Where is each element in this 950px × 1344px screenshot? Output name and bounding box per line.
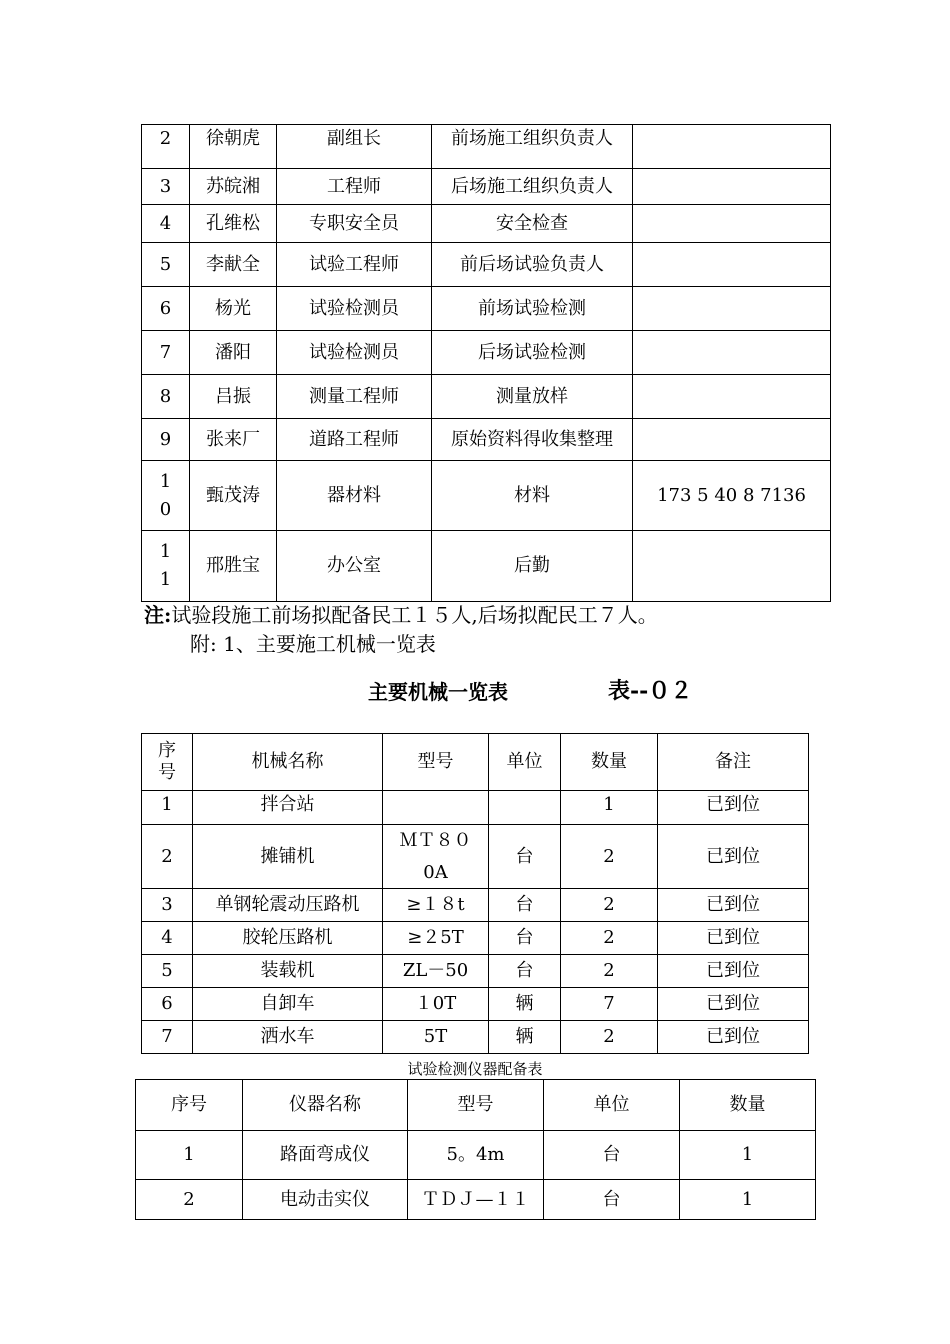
staff-table: [141, 124, 831, 602]
staff-title: 测量工程师: [277, 375, 432, 419]
machine-qty: 2: [561, 825, 658, 889]
table-row: [142, 461, 831, 531]
table-row: [142, 205, 831, 243]
staff-name: 潘阳: [190, 331, 277, 375]
machine-name: 单钢轮震动压路机: [193, 889, 383, 922]
machine-unit: 台: [489, 889, 561, 922]
staff-duty: 后勤: [432, 531, 633, 602]
staff-no: 8: [142, 375, 190, 419]
machine-unit: 台: [489, 922, 561, 955]
machine-table-code: 表--０２: [608, 678, 693, 704]
staff-phone: 173 5 40 8 7136: [633, 461, 831, 531]
machine-name: 拌合站: [193, 791, 383, 825]
instrument-unit: 台: [544, 1180, 680, 1220]
staff-phone: [633, 375, 831, 419]
header-qty: 数量: [680, 1080, 816, 1131]
machine-name: 摊铺机: [193, 825, 383, 889]
staff-phone: [633, 287, 831, 331]
header-no-line2: 号: [158, 762, 176, 783]
machine-remark: 已到位: [658, 955, 809, 988]
staff-duty: 原始资料得收集整理: [432, 419, 633, 461]
staff-no-line2: 0: [159, 498, 172, 520]
machine-qty: 2: [561, 889, 658, 922]
table-row: [142, 243, 831, 287]
header-qty: 数量: [561, 734, 658, 791]
table-row: [142, 922, 809, 955]
machine-unit: 辆: [489, 1021, 561, 1054]
machine-no: 4: [142, 922, 193, 955]
staff-name: 苏皖湘: [190, 169, 277, 205]
staff-duty: 前场施工组织负责人: [432, 125, 633, 169]
staff-title: 副组长: [277, 125, 432, 169]
machine-model: ZL－50: [383, 955, 489, 988]
machine-model-line1: ＭＴ８０: [399, 829, 472, 851]
table-row: [142, 1021, 809, 1054]
machine-remark: 已到位: [658, 825, 809, 889]
machine-no: 6: [142, 988, 193, 1021]
staff-no: 5: [142, 243, 190, 287]
header-no-line1: 序: [158, 740, 176, 762]
machine-unit: 台: [489, 955, 561, 988]
table-row: [136, 1131, 816, 1180]
machine-model: １0T: [383, 988, 489, 1021]
staff-phone: [633, 331, 831, 375]
staff-phone: [633, 531, 831, 602]
header-model: 型号: [383, 734, 489, 791]
machine-remark: 已到位: [658, 1021, 809, 1054]
staff-name: 李献全: [190, 243, 277, 287]
staff-no-line1: 1: [159, 470, 172, 492]
instrument-no: 1: [136, 1131, 243, 1180]
machine-table: [141, 733, 809, 1054]
staff-title: 试验检测员: [277, 287, 432, 331]
staff-title: 办公室: [277, 531, 432, 602]
header-name: 仪器名称: [243, 1080, 408, 1131]
machine-model: [383, 791, 489, 825]
table-row: [142, 825, 809, 889]
staff-no: 9: [142, 419, 190, 461]
table-row: [142, 889, 809, 922]
machine-unit: 辆: [489, 988, 561, 1021]
header-name: 机械名称: [193, 734, 383, 791]
machine-model: ≥１８t: [383, 889, 489, 922]
instrument-no: 2: [136, 1180, 243, 1220]
staff-phone: [633, 243, 831, 287]
staff-phone: [633, 169, 831, 205]
machine-remark: 已到位: [658, 922, 809, 955]
staff-no: [142, 531, 190, 602]
header-remark: 备注: [658, 734, 809, 791]
staff-name: 吕振: [190, 375, 277, 419]
staff-no: 6: [142, 287, 190, 331]
machine-table-title: 主要机械一览表: [368, 680, 508, 704]
table-row: [142, 955, 809, 988]
machine-qty: 7: [561, 988, 658, 1021]
staff-name: 张来厂: [190, 419, 277, 461]
machine-model: ≥２5T: [383, 922, 489, 955]
staff-no: 3: [142, 169, 190, 205]
machine-no: 3: [142, 889, 193, 922]
attachment-line: 附: 1、主要施工机械一览表: [190, 632, 436, 656]
machine-qty: 2: [561, 1021, 658, 1054]
machine-unit: 台: [489, 825, 561, 889]
instrument-qty: 1: [680, 1131, 816, 1180]
table-row: [136, 1180, 816, 1220]
staff-title: 道路工程师: [277, 419, 432, 461]
staff-name: 甄茂涛: [190, 461, 277, 531]
table-row: [142, 125, 831, 169]
instrument-table-caption: 试验检测仪器配备表: [407, 1060, 543, 1078]
staff-duty: 安全检查: [432, 205, 633, 243]
staff-no: 4: [142, 205, 190, 243]
table-header-row: [142, 734, 809, 791]
staff-name: 杨光: [190, 287, 277, 331]
table-row: [142, 375, 831, 419]
staff-no-split: [142, 537, 189, 595]
table-row: [142, 287, 831, 331]
machine-name: 胶轮压路机: [193, 922, 383, 955]
staff-title: 专职安全员: [277, 205, 432, 243]
staff-title: 试验工程师: [277, 243, 432, 287]
staff-duty: 后场施工组织负责人: [432, 169, 633, 205]
staff-duty: 前后场试验负责人: [432, 243, 633, 287]
note-line: [144, 599, 658, 628]
header-model: 型号: [408, 1080, 544, 1131]
instrument-qty: 1: [680, 1180, 816, 1220]
staff-phone: [633, 419, 831, 461]
table-row: [142, 419, 831, 461]
instrument-name: 电动击实仪: [243, 1180, 408, 1220]
machine-no: 2: [142, 825, 193, 889]
staff-duty: 材料: [432, 461, 633, 531]
machine-model-line2: 0A: [423, 861, 448, 883]
staff-duty: 前场试验检测: [432, 287, 633, 331]
header-no: 序号: [136, 1080, 243, 1131]
machine-no: 1: [142, 791, 193, 825]
staff-name: 邢胜宝: [190, 531, 277, 602]
machine-name: 自卸车: [193, 988, 383, 1021]
staff-title: 器材料: [277, 461, 432, 531]
table-row: [142, 531, 831, 602]
table-row: [142, 169, 831, 205]
note-text: 试验段施工前场拟配备民工１５人,后场拟配民工７人。: [171, 603, 658, 627]
staff-duty: 测量放样: [432, 375, 633, 419]
staff-no: [142, 461, 190, 531]
header-unit: 单位: [489, 734, 561, 791]
machine-remark: 已到位: [658, 889, 809, 922]
machine-model: 5T: [383, 1021, 489, 1054]
machine-qty: 2: [561, 922, 658, 955]
machine-no: 5: [142, 955, 193, 988]
instrument-unit: 台: [544, 1131, 680, 1180]
machine-remark: 已到位: [658, 988, 809, 1021]
table-header-row: [136, 1080, 816, 1131]
table-row: [142, 988, 809, 1021]
staff-title: 工程师: [277, 169, 432, 205]
staff-no: 2: [142, 125, 190, 169]
staff-name: 孔维松: [190, 205, 277, 243]
instrument-model: 5。4m: [408, 1131, 544, 1180]
machine-model: [383, 825, 489, 889]
staff-no: 7: [142, 331, 190, 375]
staff-duty: 后场试验检测: [432, 331, 633, 375]
instrument-model: ＴＤＪ—１１: [408, 1180, 544, 1220]
staff-no-split: [142, 467, 189, 525]
instrument-table: [135, 1079, 816, 1220]
table-row: [142, 331, 831, 375]
note-label: 注:: [144, 603, 172, 627]
header-no: [142, 734, 193, 791]
machine-unit: [489, 791, 561, 825]
instrument-name: 路面弯成仪: [243, 1131, 408, 1180]
machine-name: 装载机: [193, 955, 383, 988]
staff-no-line1: 1: [159, 541, 172, 562]
staff-no-line2: 1: [159, 569, 172, 591]
staff-name: 徐朝虎: [190, 125, 277, 169]
header-unit: 单位: [544, 1080, 680, 1131]
staff-phone: [633, 125, 831, 169]
staff-phone: [633, 205, 831, 243]
machine-qty: 1: [561, 791, 658, 825]
machine-no: 7: [142, 1021, 193, 1054]
table-row: [142, 791, 809, 825]
staff-title: 试验检测员: [277, 331, 432, 375]
machine-remark: 已到位: [658, 791, 809, 825]
machine-name: 洒水车: [193, 1021, 383, 1054]
machine-qty: 2: [561, 955, 658, 988]
